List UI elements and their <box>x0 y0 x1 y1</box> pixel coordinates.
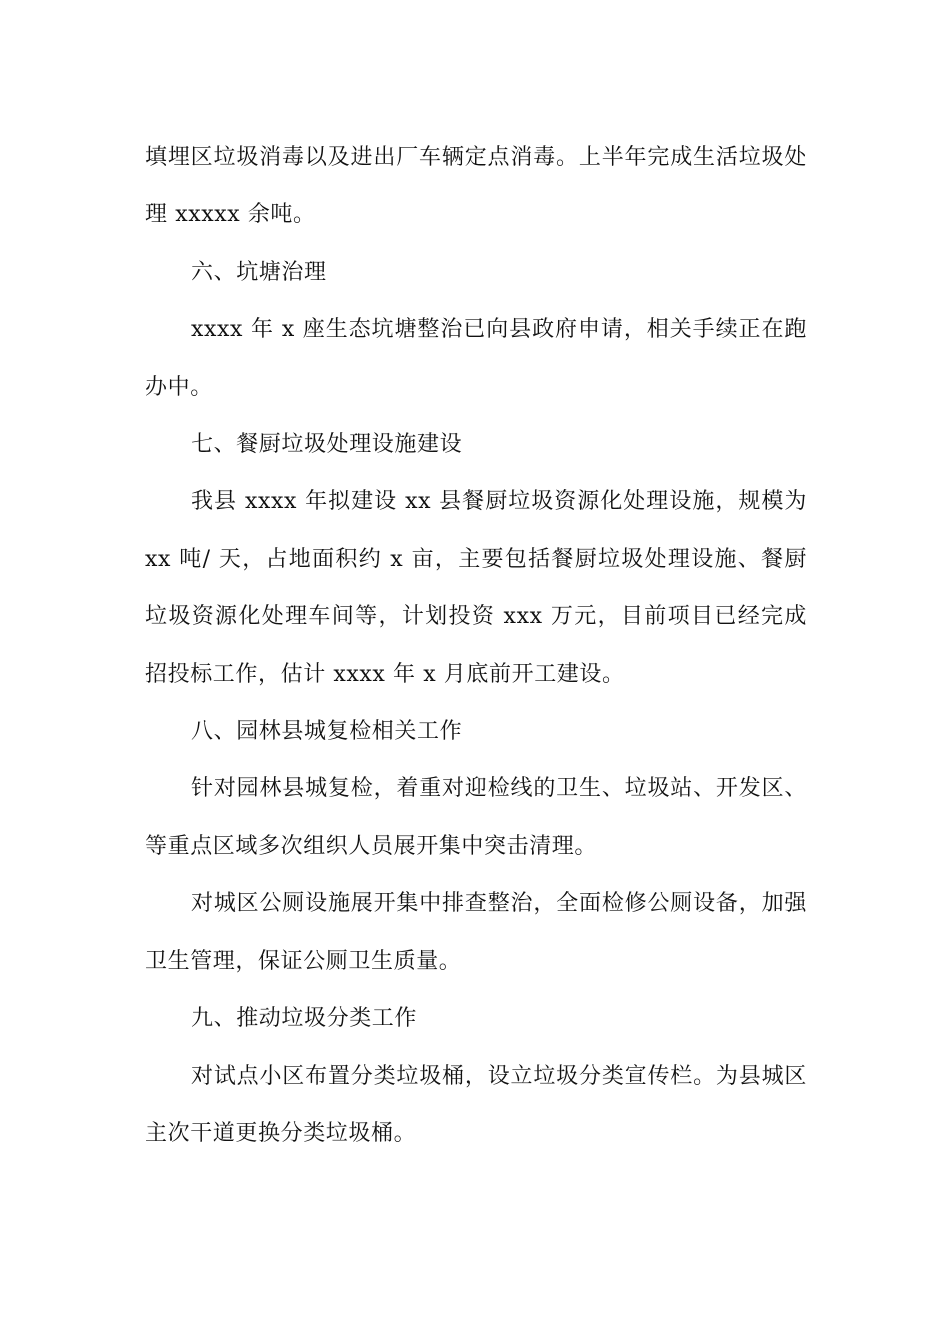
heading-pond-treatment: 六、坑塘治理 <box>191 259 327 285</box>
paragraph-kitchen-waste-facility: 我县 xxxx 年拟建设 xx 县餐厨垃圾资源化处理设施，规模为 xx 吨/ 天，占地面积约 x 亩，主要包括餐厨垃圾处理设施、餐厨垃圾资源化处理车间等，计划投资 xxx 万元，目前项目已经完成招投标工作，估计 xxxx 年 x 月底前开工建设。 <box>145 489 807 687</box>
paragraph-garden-county-recheck: 针对园林县城复检，着重对迎检线的卫生、垃圾站、开发区、等重点区域多次组织人员展开集中突击清理。 <box>145 776 807 859</box>
paragraph-landfill-disinfection: 填埋区垃圾消毒以及进出厂车辆定点消毒。上半年完成生活垃圾处理 xxxxx 余吨。 <box>145 145 807 228</box>
paragraph-pond-treatment: xxxx 年 x 座生态坑塘整治已向县政府申请，相关手续正在跑办中。 <box>145 317 807 400</box>
heading-kitchen-waste-facility: 七、餐厨垃圾处理设施建设 <box>191 432 463 458</box>
document-body <box>145 129 807 1162</box>
heading-waste-sorting: 九、推动垃圾分类工作 <box>191 1006 418 1032</box>
paragraph-waste-sorting: 对试点小区布置分类垃圾桶，设立垃圾分类宣传栏。为县城区主次干道更换分类垃圾桶。 <box>145 1063 807 1146</box>
paragraph-public-toilets: 对城区公厕设施展开集中排查整治，全面检修公厕设备，加强卫生管理，保证公厕卫生质量。 <box>145 891 807 974</box>
heading-garden-county-recheck: 八、园林县城复检相关工作 <box>191 719 463 745</box>
